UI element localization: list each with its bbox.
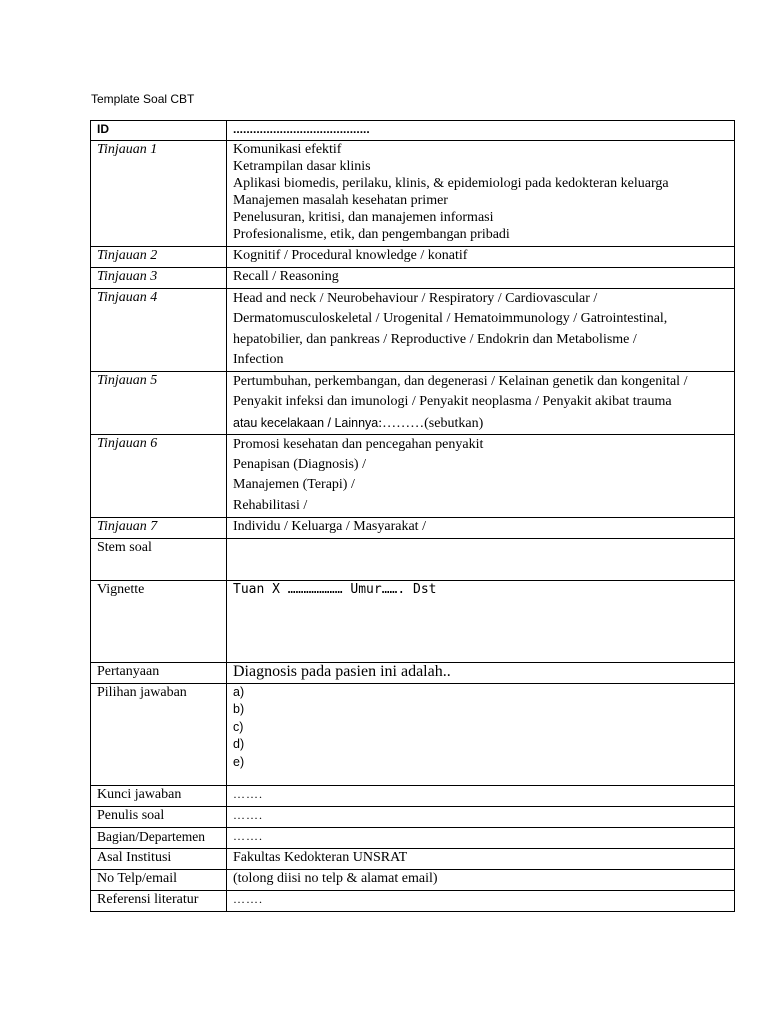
tinjauan-6-row [91,434,735,517]
tinjauan-3-row [91,268,735,289]
vignette-row [91,580,735,662]
tinjauan-2-row [91,247,735,268]
kunci-dots: ……. [233,786,263,801]
document-title: Template Soal CBT [91,92,195,106]
penulis-label: Penulis soal [91,806,227,827]
question-template-table [90,120,735,912]
tinjauan-4-value[interactable] [227,289,735,372]
tinjauan-5-line: Pertumbuhan, perkembangan, dan degenerasi / Kelainan genetik dan kongenital / [233,374,688,389]
tinjauan-1-item: Manajemen masalah kesehatan primer [233,193,448,208]
vignette-label: Vignette [91,580,227,662]
asal-label: Asal Institusi [91,848,227,869]
telp-row [91,869,735,890]
bagian-label: Bagian/Departemen [91,827,227,848]
tinjauan-5-line: Penyakit infeksi dan imunologi / Penyakit neoplasma / Penyakit akibat trauma [233,394,672,410]
tinjauan-6-line: Penapisan (Diagnosis) / [233,457,366,473]
bagian-dots: ……. [233,828,263,843]
tinjauan-1-item: Penelusuran, kritisi, dan manajemen informasi [233,210,494,225]
tinjauan-4-label: Tinjauan 4 [91,289,227,372]
tinjauan-2-label: Tinjauan 2 [91,247,227,268]
asal-row [91,848,735,869]
referensi-dots: ……. [233,891,263,906]
pertanyaan-text: Diagnosis pada pasien ini adalah.. [233,662,451,680]
pilihan-value[interactable] [227,683,735,785]
tinjauan-7-value[interactable]: Individu / Keluarga / Masyarakat / [227,517,735,538]
tinjauan-6-value[interactable] [227,434,735,517]
tinjauan-1-label: Tinjauan 1 [91,141,227,247]
penulis-dots: ……. [233,807,263,822]
penulis-value[interactable] [227,806,735,827]
tinjauan-5-row [91,372,735,435]
option-e: e) [233,754,245,769]
id-row [91,121,735,141]
kunci-value[interactable] [227,785,735,806]
id-label: ID [91,121,227,141]
tinjauan-5-value[interactable] [227,372,735,435]
tinjauan-5-other-text: atau kecelakaan / Lainnya [233,415,379,430]
tinjauan-1-item: Ketrampilan dasar klinis [233,159,371,174]
pertanyaan-label: Pertanyaan [91,662,227,683]
tinjauan-6-label: Tinjauan 6 [91,434,227,517]
tinjauan-1-item: Aplikasi biomedis, perilaku, klinis, & epidemiologi pada kedokteran keluarga [233,176,669,191]
telp-value[interactable]: (tolong diisi no telp & alamat email) [227,869,735,890]
tinjauan-1-row [91,141,735,247]
pertanyaan-value[interactable] [227,662,735,683]
kunci-row [91,785,735,806]
option-a: a) [233,684,245,699]
referensi-label: Referensi literatur [91,890,227,911]
referensi-value[interactable] [227,890,735,911]
tinjauan-3-value[interactable]: Recall / Reasoning [227,268,735,289]
tinjauan-3-label: Tinjauan 3 [91,268,227,289]
tinjauan-7-label: Tinjauan 7 [91,517,227,538]
vignette-value[interactable] [227,580,735,662]
tinjauan-1-item: Profesionalisme, etik, dan pengembangan pribadi [233,227,510,242]
bagian-row [91,827,735,848]
asal-value[interactable]: Fakultas Kedokteran UNSRAT [227,848,735,869]
vignette-text: Tuan X ………………… Umur……. Dst [233,581,437,597]
tinjauan-4-row [91,289,735,372]
tinjauan-5-other-blank: :………(sebutkan) [378,415,484,431]
kunci-label: Kunci jawaban [91,785,227,806]
pilihan-label: Pilihan jawaban [91,683,227,785]
referensi-row [91,890,735,911]
tinjauan-2-value[interactable]: Kognitif / Procedural knowledge / konatif [227,247,735,268]
option-b: b) [233,702,245,717]
tinjauan-1-value[interactable] [227,141,735,247]
tinjauan-6-line: Rehabilitasi / [233,497,308,513]
stem-label: Stem soal [91,538,227,580]
option-d: d) [233,737,245,752]
tinjauan-6-line: Promosi kesehatan dan pencegahan penyakit [233,436,484,452]
penulis-row [91,806,735,827]
stem-value[interactable] [227,538,735,580]
tinjauan-4-line: Head and neck / Neurobehaviour / Respiratory / Cardiovascular / [233,291,598,306]
tinjauan-5-label: Tinjauan 5 [91,372,227,435]
stem-row [91,538,735,580]
tinjauan-4-line: Infection [233,351,284,367]
option-c: c) [233,719,244,734]
tinjauan-5-line [233,413,734,434]
pilihan-row [91,683,735,785]
tinjauan-4-line: hepatobilier, dan pankreas / Reproductive / Endokrin dan Metabolisme / [233,331,637,347]
tinjauan-4-line: Dermatomusculoskeletal / Urogenital / Hematoimmunology / Gatrointestinal, [233,311,668,327]
tinjauan-7-row [91,517,735,538]
tinjauan-6-line: Manajemen (Terapi) / [233,477,355,493]
pertanyaan-row [91,662,735,683]
bagian-value[interactable] [227,827,735,848]
telp-label: No Telp/email [91,869,227,890]
id-value[interactable]: ......................................... [227,121,735,141]
tinjauan-1-item: Komunikasi efektif [233,142,342,157]
